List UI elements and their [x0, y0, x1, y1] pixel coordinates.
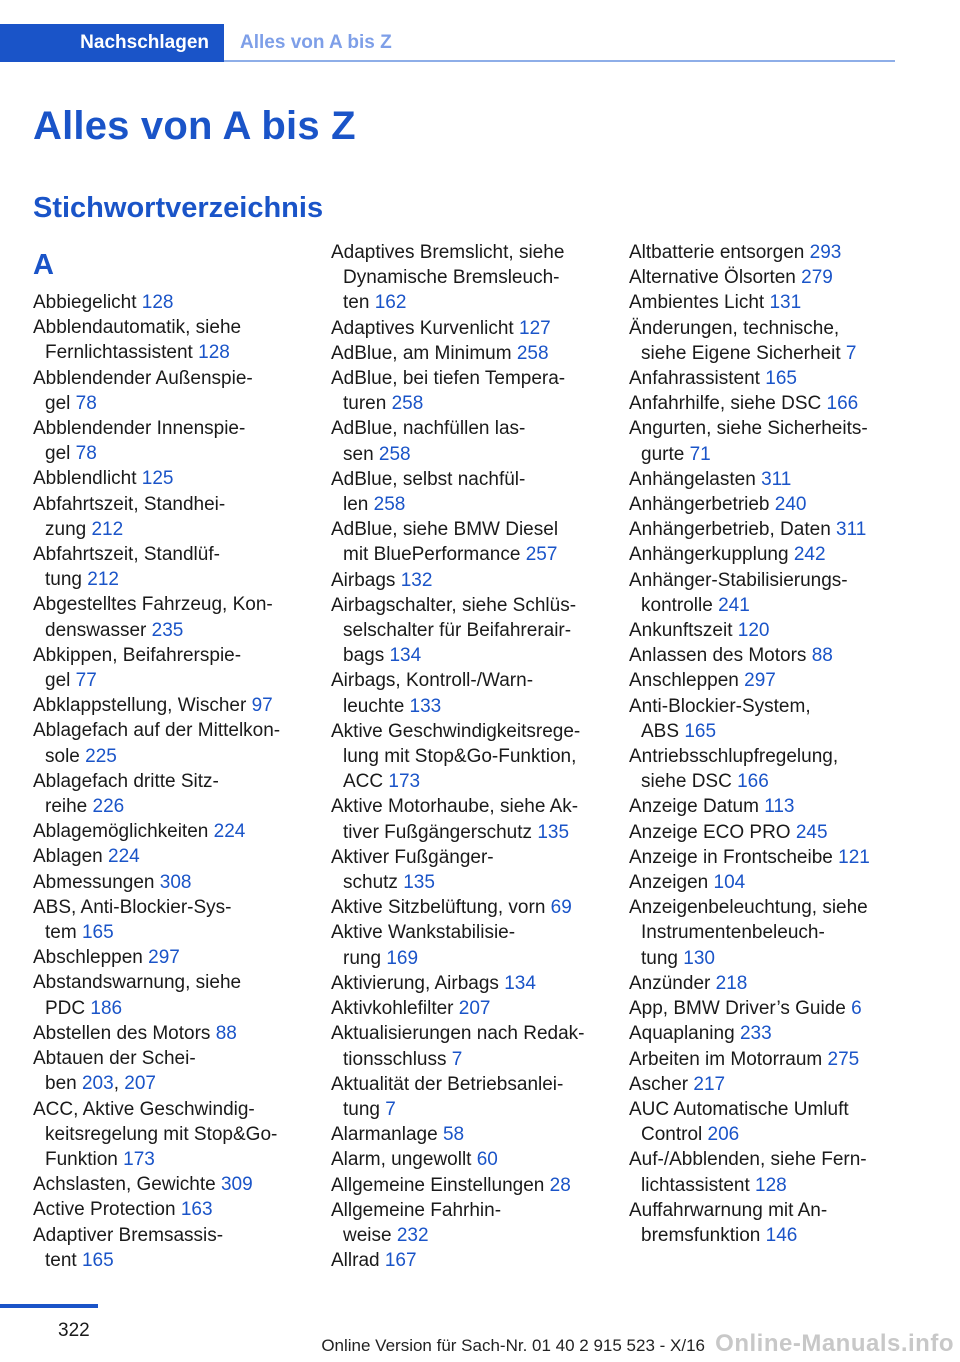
index-entry: [331, 416, 601, 466]
page-link[interactable]: 69: [550, 897, 572, 919]
page-link[interactable]: 309: [220, 1174, 253, 1196]
index-entry-term: Aktive Sitzbelüftung, vorn: [331, 897, 551, 919]
index-entry-term: Anhängerbetrieb, Daten: [629, 519, 837, 541]
index-entry: [33, 1097, 303, 1173]
index-entry: [331, 1021, 601, 1071]
index-entry-term: Ablagefach auf der Mittelkon‐ sole: [33, 720, 281, 767]
page-link[interactable]: 258: [378, 443, 411, 465]
index-entry-term: Anzeige Datum: [629, 796, 765, 818]
index-column-2: [331, 240, 601, 1273]
index-entry: [331, 568, 601, 593]
page-link[interactable]: 165: [81, 922, 114, 944]
index-entry-term: Aktiver Fußgänger‐ schutz: [331, 846, 494, 894]
index-entry: [331, 845, 601, 895]
index-entry-term: Aktivierung, Airbags: [331, 972, 505, 994]
index-entry-term: Abblendautomatik, siehe Fernlichtassistent: [33, 317, 242, 364]
index-entry-term: Anzeige in Frontscheibe: [629, 846, 839, 868]
breadcrumb[interactable]: Alles von A bis Z: [240, 32, 392, 53]
index-entry: [33, 945, 303, 970]
index-entry-term: Adaptives Kurvenlicht: [331, 317, 519, 339]
index-entry: [629, 744, 899, 794]
index-entry-term: Abblendender Innenspie‐ gel: [33, 418, 246, 465]
index-entry: [33, 542, 303, 592]
index-entry: [331, 467, 601, 517]
page-link[interactable]: 203: [81, 1073, 114, 1095]
index-entry: [629, 542, 899, 567]
page-link[interactable]: 78: [75, 392, 97, 414]
index-entry: [331, 1173, 601, 1198]
index-entry: [33, 290, 303, 315]
index-entry: [33, 492, 303, 542]
page-link[interactable]: 258: [373, 494, 406, 516]
index-column-3: [629, 240, 899, 1248]
index-entry-term: Abbiegelicht: [33, 292, 142, 313]
page-link[interactable]: 297: [744, 670, 776, 692]
index-entry: [629, 316, 899, 366]
page-link[interactable]: 166: [737, 771, 769, 793]
index-entry: [331, 895, 601, 920]
index-entry-term: Ascher: [629, 1073, 694, 1095]
page-link[interactable]: 225: [85, 745, 117, 767]
page-link[interactable]: 224: [108, 846, 140, 868]
index-entry-term: Aktualisierungen nach Redak‐ tionsschluss: [331, 1023, 585, 1070]
index-column-1: [33, 240, 303, 1273]
index-entry: [331, 996, 601, 1021]
page-link[interactable]: 135: [537, 821, 570, 843]
page-link[interactable]: 7: [845, 342, 857, 364]
page-link[interactable]: 165: [684, 720, 717, 742]
page-link[interactable]: 173: [388, 771, 421, 793]
index-entry: [629, 517, 899, 542]
page-link[interactable]: 169: [386, 947, 419, 969]
index-entry-term: Abstellen des Motors: [33, 1022, 216, 1044]
page-link[interactable]: 165: [765, 368, 797, 390]
index-entry-term: Active Protection: [33, 1199, 181, 1221]
index-entry: [33, 718, 303, 768]
index-entry-term: Aktive Geschwindigkeitsrege‐ lung mit Stop&Go-Funktion, ACC: [331, 720, 581, 793]
index-entry: [331, 794, 601, 844]
page-link[interactable]: 308: [159, 871, 192, 893]
page-link[interactable]: 128: [755, 1174, 787, 1196]
page-link[interactable]: 120: [737, 620, 770, 642]
watermark: Online-Manuals.info: [715, 1330, 954, 1357]
page-link[interactable]: 235: [151, 619, 184, 641]
page-link[interactable]: 311: [836, 519, 867, 541]
index-entry-term: Änderungen, technische, siehe Eigene Sicherheit: [629, 317, 841, 364]
page-link[interactable]: 207: [124, 1073, 156, 1095]
page-link[interactable]: 258: [391, 393, 424, 415]
page-link[interactable]: 162: [374, 292, 407, 314]
index-entry-term: Anhängelasten: [629, 468, 762, 490]
page-link[interactable]: 7: [451, 1048, 463, 1070]
page-link[interactable]: 166: [826, 393, 859, 415]
index-entry: [629, 996, 899, 1021]
index-entry-term: AdBlue, am Minimum: [331, 342, 517, 364]
page-link[interactable]: 133: [409, 695, 442, 717]
page-link[interactable]: 130: [683, 947, 715, 969]
page-link[interactable]: 233: [739, 1023, 772, 1045]
index-entry: [33, 819, 303, 844]
page-link[interactable]: 224: [213, 821, 246, 843]
index-entry-term: Abklappstellung, Wischer: [33, 695, 252, 717]
index-entry-term: Anzünder: [629, 972, 716, 994]
index-entry-term: Allgemeine Fahrhin‐ weise: [331, 1199, 502, 1246]
index-entry: [33, 643, 303, 693]
index-entry: [629, 1147, 899, 1197]
index-entry-term: Antriebsschlupfregelung, siehe DSC: [629, 746, 839, 793]
index-entry-term: Anhängerkupplung: [629, 544, 794, 566]
index-entry-term: Abschleppen: [33, 947, 149, 969]
index-entry: [629, 895, 899, 971]
page-link[interactable]: 134: [504, 972, 536, 994]
page-link[interactable]: 134: [389, 645, 422, 667]
page-link[interactable]: 28: [549, 1174, 571, 1196]
index-entry-term: Angurten, siehe Sicherheits‐ gurte: [629, 418, 868, 465]
index-entry-term: Abblendlicht: [33, 468, 142, 490]
index-entry-term: ACC, Aktive Geschwindig‐ keitsregelung mit Stop&Go- Funktion: [33, 1098, 278, 1170]
index-entry-term: Abstandswarnung, siehe PDC: [33, 972, 242, 1019]
index-entry: [331, 517, 601, 567]
index-entry: [331, 920, 601, 970]
index-entry: [629, 366, 899, 391]
index-entry: [33, 769, 303, 819]
index-entry-term: Achslasten, Gewichte: [33, 1174, 221, 1196]
index-entry: [33, 416, 303, 466]
page-link[interactable]: 131: [769, 292, 802, 314]
index-entry: [33, 366, 303, 416]
index-entry-term: Anzeigenbeleuchtung, siehe Instrumentenbeleuch‐ tung: [629, 897, 868, 969]
page-link[interactable]: 297: [148, 947, 180, 969]
page-link[interactable]: 97: [251, 695, 273, 717]
index-entry: [629, 618, 899, 643]
online-version-note: Online Version für Sach-Nr. 01 40 2 915 523 - X/16: [321, 1336, 705, 1355]
page-link[interactable]: 275: [827, 1048, 860, 1070]
page-link[interactable]: 206: [707, 1124, 740, 1146]
index-entry-term: Allrad: [331, 1250, 385, 1272]
index-entry-term: Anzeigen: [629, 872, 714, 894]
footer-accent-bar: [0, 1304, 98, 1308]
page-link[interactable]: 186: [90, 997, 123, 1019]
index-entry: [33, 870, 303, 895]
page-title: Alles von A bis Z: [33, 104, 356, 148]
index-entry: [33, 970, 303, 1020]
index-entry: [33, 1197, 303, 1222]
index-entry: [629, 794, 899, 819]
index-entry: [629, 694, 899, 744]
index-entry-term: Ablagefach dritte Sitz‐ reihe: [33, 770, 219, 818]
page-link[interactable]: 212: [91, 518, 124, 540]
index-entry-term: Abgestelltes Fahrzeug, Kon‐ denswasser: [33, 594, 273, 641]
index-entry-term: Adaptives Bremslicht, siehe Dynamische Bremsleuch‐ ten: [331, 242, 565, 314]
index-entry-term: Alarmanlage: [331, 1124, 443, 1146]
page-link[interactable]: 212: [87, 569, 119, 591]
index-entry: [331, 719, 601, 795]
index-entry-term: Alternative Ölsorten: [629, 267, 802, 289]
index-entry-term: Anhängerbetrieb: [629, 494, 775, 516]
page-link[interactable]: 113: [764, 796, 795, 818]
index-entry-term: App, BMW Driver’s Guide: [629, 998, 852, 1020]
page-link[interactable]: 165: [81, 1249, 114, 1271]
page-link[interactable]: 60: [476, 1149, 498, 1171]
index-entry-term: Airbags, Kontroll-/Warn‐ leuchte: [331, 670, 534, 717]
page-link[interactable]: 218: [715, 972, 748, 994]
index-entry-term: Abfahrtszeit, Standhei‐ zung: [33, 493, 226, 540]
page-link[interactable]: 121: [838, 846, 870, 868]
index-entry: [33, 844, 303, 869]
index-entry-term: Anlassen des Motors: [629, 645, 812, 667]
index-entry-term: Aquaplaning: [629, 1023, 740, 1045]
index-entry-term: Allgemeine Einstellungen: [331, 1174, 550, 1196]
index-entry-term: Abkippen, Beifahrerspie‐ gel: [33, 644, 242, 692]
index-entry-term: Abfahrtszeit, Standlüf‐ tung: [33, 544, 220, 591]
page-link[interactable]: 77: [75, 670, 97, 692]
index-entry: [629, 265, 899, 290]
page-link[interactable]: 127: [519, 317, 551, 339]
page-link[interactable]: 78: [75, 443, 97, 465]
index-entry: [629, 1072, 899, 1097]
page-link[interactable]: 279: [801, 267, 833, 289]
index-entry-term: AdBlue, bei tiefen Tempera‐ turen: [331, 368, 566, 415]
index-entry: [331, 668, 601, 718]
index-entry-term: Auf-/Abblenden, siehe Fern‐ lichtassistent: [629, 1149, 867, 1196]
index-letter-heading: A: [33, 249, 54, 281]
index-entry-term: Anhänger-Stabilisierungs‐ kontrolle: [629, 569, 848, 616]
index-entry-term: AdBlue, siehe BMW Diesel mit BluePerformance: [331, 519, 559, 566]
index-entry: [33, 466, 303, 491]
index-entry-term: Ambientes Licht: [629, 292, 770, 314]
index-entry: [331, 1072, 601, 1122]
page-link[interactable]: 71: [689, 443, 711, 465]
index-entry: [331, 240, 601, 316]
index-entry: [331, 1198, 601, 1248]
index-entry: [629, 820, 899, 845]
index-entry: [629, 290, 899, 315]
index-entry: [331, 971, 601, 996]
page-link[interactable]: 241: [718, 594, 750, 616]
page-number: 322: [58, 1320, 90, 1341]
page-link[interactable]: 135: [403, 872, 435, 894]
index-entry: [33, 1172, 303, 1197]
index-entry-term: Alarm, ungewollt: [331, 1149, 477, 1171]
page-link[interactable]: 132: [400, 569, 433, 591]
index-entry-term: Anfahrassistent: [629, 368, 766, 390]
page-link[interactable]: 242: [793, 544, 826, 566]
index-entry-term: Altbatterie entsorgen: [629, 242, 810, 263]
index-entry: [629, 1097, 899, 1147]
index-entry: [331, 366, 601, 416]
index-entry: [331, 1147, 601, 1172]
index-entry-term: AdBlue, selbst nachfül‐ len: [331, 468, 526, 516]
page-link[interactable]: 125: [141, 468, 174, 490]
index-entry-term: ABS, Anti-Blockier-Sys‐ tem: [33, 896, 232, 944]
page-link[interactable]: 88: [215, 1022, 237, 1044]
index-entry: [629, 870, 899, 895]
index-entry: [629, 568, 899, 618]
index-entry-term: AUC Automatische Umluft Control: [629, 1098, 849, 1146]
section-tab-nachschlagen[interactable]: Nachschlagen: [0, 24, 224, 62]
index-entry: [629, 1021, 899, 1046]
page-link[interactable]: 167: [384, 1250, 417, 1272]
index-entry: [331, 1122, 601, 1147]
index-entry: [331, 316, 601, 341]
page-link[interactable]: 6: [851, 998, 862, 1020]
index-entry: [629, 391, 899, 416]
page-link[interactable]: 226: [92, 796, 125, 818]
index-entry-term: Ablagen: [33, 846, 109, 868]
index-entry-term: Aktive Motorhaube, siehe Ak‐ tiver Fußgängerschutz: [331, 796, 579, 843]
index-entry: [629, 240, 899, 265]
page-link[interactable]: 88: [811, 645, 833, 667]
index-entry-term: Ankunftszeit: [629, 620, 738, 642]
page-link[interactable]: 207: [458, 998, 491, 1020]
page-link[interactable]: 146: [765, 1224, 798, 1246]
page-link[interactable]: 232: [396, 1224, 429, 1246]
index-entry-term: Anfahrhilfe, siehe DSC: [629, 393, 827, 415]
index-entry-term: Airbagschalter, siehe Schlüs‐ selschalter für Beifahrerair‐ bags: [331, 594, 577, 667]
index-entry: [629, 416, 899, 466]
index-entry: [629, 668, 899, 693]
index-entry-term: Aktualität der Betriebsanlei‐ tung: [331, 1073, 564, 1120]
index-entry: Abtauen der Schei‐ ben 203, 207: [33, 1048, 196, 1095]
page-link[interactable]: 163: [180, 1199, 213, 1221]
page-link[interactable]: 293: [809, 242, 842, 263]
index-entry: [629, 643, 899, 668]
index-entry: [33, 315, 303, 365]
index-entry: [629, 492, 899, 517]
index-entry: [33, 1223, 303, 1273]
index-entry: [629, 845, 899, 870]
header-rule: [224, 60, 895, 62]
index-entry: [33, 895, 303, 945]
page-link[interactable]: 128: [198, 342, 230, 364]
page-link[interactable]: 7: [385, 1098, 396, 1120]
index-entry: [629, 467, 899, 492]
index-entry: [629, 971, 899, 996]
index-entry-term: Abmessungen: [33, 871, 160, 893]
index-entry: [33, 592, 303, 642]
index-entry-term: Abtauen der Schei‐ ben: [33, 1048, 196, 1095]
index-entry: [331, 1248, 601, 1273]
page-link[interactable]: 311: [761, 468, 792, 490]
page-link[interactable]: 245: [795, 821, 828, 843]
index-entry-term: Anschleppen: [629, 670, 745, 692]
index-entry: [629, 1198, 899, 1248]
index-entry-term: Ablagemöglichkeiten: [33, 821, 214, 843]
index-entry-term: Anzeige ECO PRO: [629, 821, 796, 843]
index-entry-term: Auffahrwarnung mit An‐ bremsfunktion: [629, 1199, 828, 1246]
index-entry-term: Anti-Blockier-System, ABS: [629, 695, 811, 742]
page-link[interactable]: 58: [442, 1124, 465, 1146]
index-entry-term: AdBlue, nachfüllen las‐ sen: [331, 418, 526, 465]
index-entry-term: Airbags: [331, 569, 401, 591]
page-link[interactable]: 128: [141, 292, 174, 313]
index-entry-term: Arbeiten im Motorraum: [629, 1048, 828, 1070]
index-entry-term: Abblendender Außenspie‐ gel: [33, 367, 253, 414]
index-entry: [331, 341, 601, 366]
page-link[interactable]: 240: [774, 494, 807, 516]
index-entry-term: Aktivkohlefilter: [331, 998, 459, 1020]
index-subtitle: Stichwortverzeichnis: [33, 192, 324, 224]
page-link[interactable]: 173: [123, 1148, 155, 1170]
page-link[interactable]: 217: [693, 1073, 726, 1095]
index-entry: [33, 693, 303, 718]
index-entry: [629, 1047, 899, 1072]
page-link[interactable]: 258: [516, 342, 549, 364]
index-entry: [33, 1021, 303, 1046]
page-link[interactable]: 257: [525, 544, 558, 566]
page-link[interactable]: 104: [713, 872, 746, 894]
index-entry: [331, 593, 601, 669]
page-header: [0, 24, 895, 62]
index-entry-term: Aktive Wankstabilisie‐ rung: [331, 922, 516, 969]
index-entry-term: Adaptiver Bremsassis‐ tent: [33, 1224, 224, 1271]
